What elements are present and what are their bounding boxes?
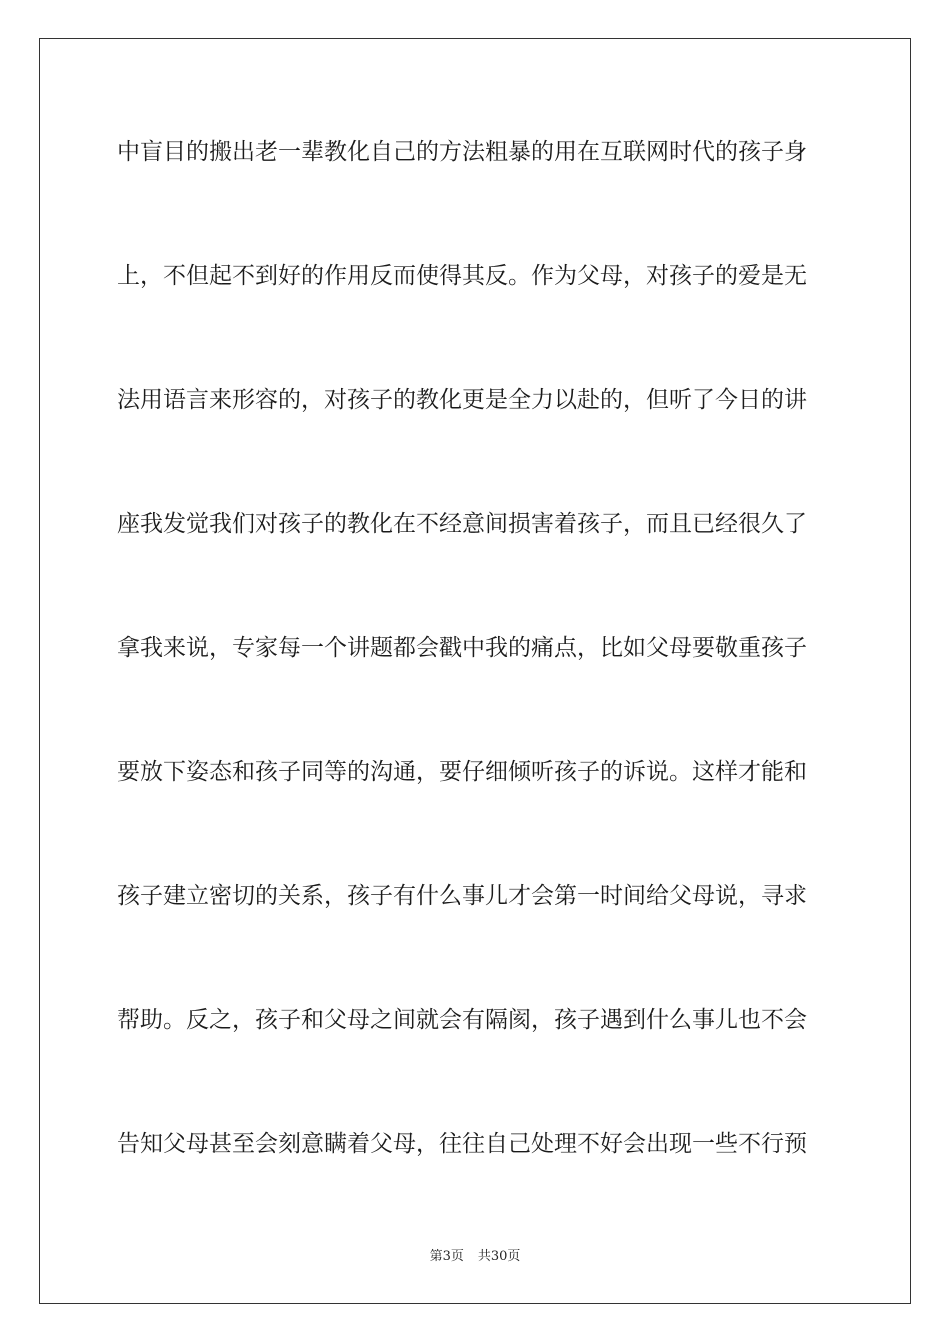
page-number: 第3页 [429,1249,464,1264]
page-footer [0,1248,950,1266]
body-text-line-8: 帮助。反之，孩子和父母之间就会有隔阂，孩子遇到什么事儿也不会 [117,1007,807,1033]
page-border [39,38,911,1304]
body-text-line-4: 座我发觉我们对孩子的教化在不经意间损害着孩子，而且已经很久了 [117,511,807,537]
body-text-line-2: 上，不但起不到好的作用反而使得其反。作为父母，对孩子的爱是无 [117,263,807,289]
body-text-line-3: 法用语言来形容的，对孩子的教化更是全力以赴的，但听了今日的讲 [117,387,807,413]
body-text-line-5: 拿我来说，专家每一个讲题都会戳中我的痛点，比如父母要敬重孩子 [117,635,807,661]
total-pages: 共30页 [477,1249,521,1264]
body-text-line-6: 要放下姿态和孩子同等的沟通，要仔细倾听孩子的诉说。这样才能和 [117,759,807,785]
body-text-line-9: 告知父母甚至会刻意瞒着父母，往往自己处理不好会出现一些不行预 [117,1131,807,1157]
body-text-line-7: 孩子建立密切的关系，孩子有什么事儿才会第一时间给父母说，寻求 [117,883,807,909]
body-text-line-1: 中盲目的搬出老一辈教化自己的方法粗暴的用在互联网时代的孩子身 [117,139,807,165]
